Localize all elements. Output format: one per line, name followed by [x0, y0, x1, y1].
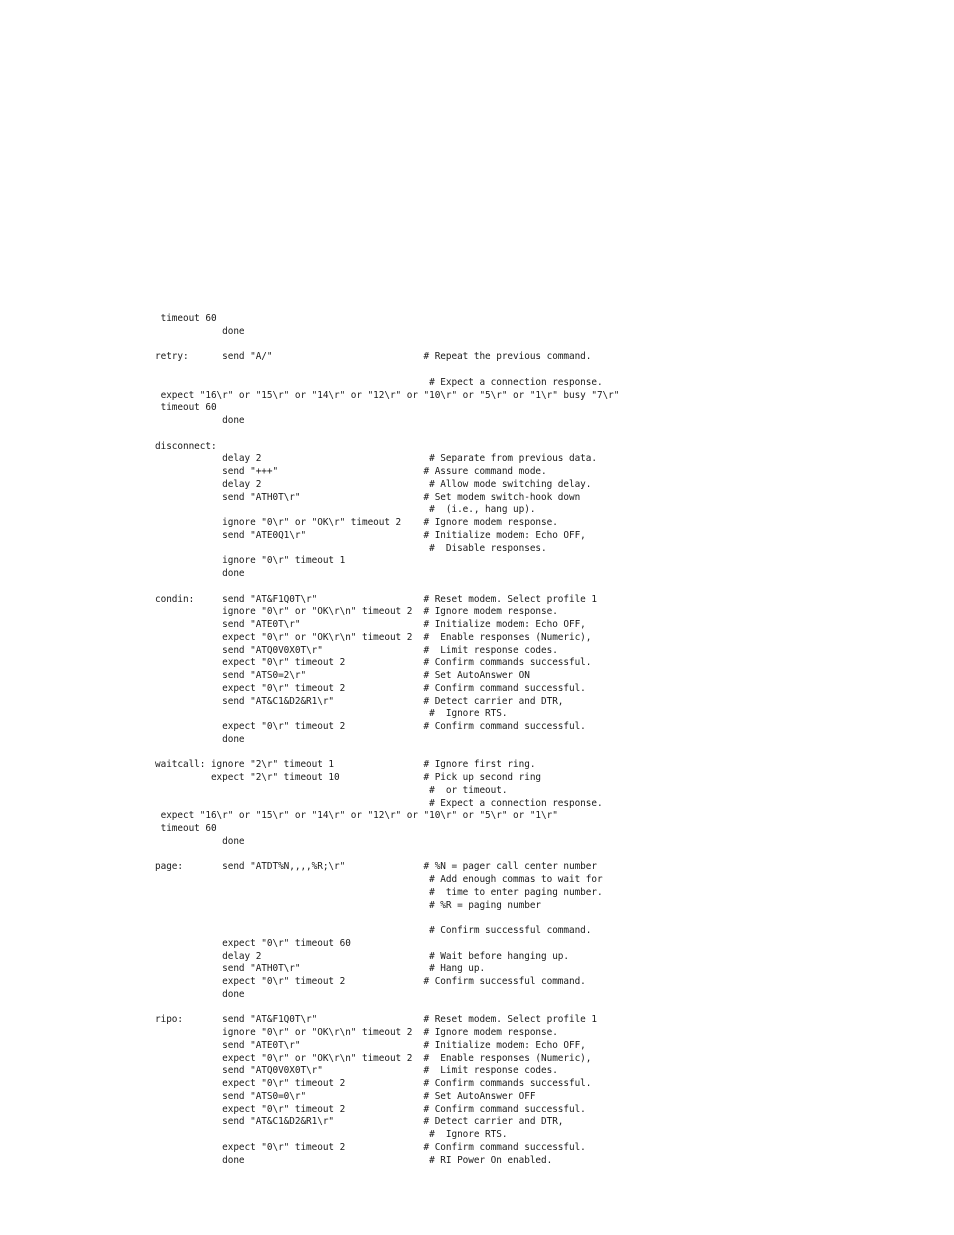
- code-line: delay 2 # Wait before hanging up.: [155, 950, 569, 962]
- code-line: # Expect a connection response.: [155, 797, 603, 809]
- code-line: send "ATQ0V0X0T\r" # Limit response codes.: [155, 644, 558, 656]
- code-line: # Disable responses.: [155, 542, 547, 554]
- code-line: send "ATE0Q1\r" # Initialize modem: Echo OFF,: [155, 529, 586, 541]
- code-line: page: send "ATDT%N,,,,%R;\r" # %N = pager call center number: [155, 861, 597, 873]
- code-line: # Ignore RTS.: [155, 1129, 508, 1140]
- code-listing: [155, 313, 935, 1167]
- code-line: # (i.e., hang up).: [155, 504, 536, 516]
- code-line: condin: send "AT&F1Q0T\r" # Reset modem. Select profile 1: [155, 593, 597, 605]
- code-line: timeout 60: [155, 402, 217, 414]
- code-line: expect "0\r" timeout 2 # Confirm commands successful.: [155, 657, 592, 669]
- code-line: send "ATE0T\r" # Initialize modem: Echo OFF,: [155, 1039, 586, 1051]
- code-line: done: [155, 733, 245, 745]
- code-line: send "ATQ0V0X0T\r" # Limit response codes.: [155, 1065, 558, 1077]
- code-line: [155, 428, 935, 441]
- code-line: expect "0\r" timeout 2 # Confirm commands successful.: [155, 1078, 592, 1089]
- code-line: [155, 339, 935, 352]
- code-line: done: [155, 988, 245, 1000]
- code-line: send "ATS0=2\r" # Set AutoAnswer ON: [155, 670, 530, 681]
- code-line: send "+++" # Assure command mode.: [155, 466, 547, 477]
- code-line: done: [155, 568, 245, 579]
- code-line: # Add enough commas to wait for: [155, 874, 603, 885]
- code-line: [155, 849, 935, 862]
- code-line: # Ignore RTS.: [155, 708, 508, 720]
- code-line: send "ATH0T\r" # Set modem switch-hook down: [155, 491, 581, 503]
- code-line: retry: send "A/" # Repeat the previous command.: [155, 351, 592, 363]
- code-line: # Confirm successful command.: [155, 925, 592, 936]
- code-line: expect "0\r" or "OK\r\n" timeout 2 # Enable responses (Numeric),: [155, 631, 592, 643]
- code-line: [155, 747, 935, 760]
- code-line: send "ATE0T\r" # Initialize modem: Echo OFF,: [155, 619, 586, 630]
- code-line: timeout 60: [155, 313, 217, 324]
- code-line: [155, 912, 935, 925]
- code-line: [155, 1002, 935, 1015]
- code-line: expect "0\r" timeout 2 # Confirm command successful.: [155, 721, 586, 732]
- code-line: expect "0\r" or "OK\r\n" timeout 2 # Enable responses (Numeric),: [155, 1052, 592, 1064]
- code-line: ignore "0\r" or "OK\r\n" timeout 2 # Ignore modem response.: [155, 606, 558, 618]
- code-line: # or timeout.: [155, 784, 508, 796]
- code-line: [155, 364, 935, 377]
- code-line: delay 2 # Separate from previous data.: [155, 453, 597, 465]
- code-line: disconnect:: [155, 440, 217, 452]
- code-line: [155, 581, 935, 594]
- code-line: waitcall: ignore "2\r" timeout 1 # Ignore first ring.: [155, 759, 536, 771]
- code-line: done: [155, 415, 245, 426]
- code-line: ignore "0\r" or "OK\r" timeout 2 # Ignore modem response.: [155, 517, 558, 528]
- code-line: timeout 60: [155, 823, 217, 834]
- code-line: done: [155, 835, 245, 847]
- code-line: expect "0\r" timeout 2 # Confirm successful command.: [155, 976, 586, 987]
- code-line: # %R = paging number: [155, 899, 542, 911]
- code-line: delay 2 # Allow mode switching delay.: [155, 478, 592, 490]
- code-line: # time to enter paging number.: [155, 886, 603, 898]
- code-line: expect "2\r" timeout 10 # Pick up second ring: [155, 772, 542, 783]
- code-line: expect "0\r" timeout 2 # Confirm command successful.: [155, 1103, 586, 1115]
- code-line: send "ATH0T\r" # Hang up.: [155, 963, 486, 975]
- code-line: expect "0\r" timeout 2 # Confirm command successful.: [155, 682, 586, 694]
- code-line: ignore "0\r" or "OK\r\n" timeout 2 # Ignore modem response.: [155, 1027, 558, 1038]
- code-line: done # RI Power On enabled.: [155, 1154, 553, 1166]
- code-line: send "AT&C1&D2&R1\r" # Detect carrier and DTR,: [155, 1116, 564, 1128]
- code-line: expect "16\r" or "15\r" or "14\r" or "12\r" or "10\r" or "5\r" or "1\r" busy "7\r": [155, 389, 620, 401]
- code-line: # Expect a connection response.: [155, 376, 603, 388]
- code-line: ripo: send "AT&F1Q0T\r" # Reset modem. Select profile 1: [155, 1014, 597, 1026]
- code-line: done: [155, 325, 245, 337]
- code-line: send "AT&C1&D2&R1\r" # Detect carrier and DTR,: [155, 695, 564, 707]
- code-line: send "ATS0=0\r" # Set AutoAnswer OFF: [155, 1090, 536, 1102]
- code-line: expect "0\r" timeout 2 # Confirm command successful.: [155, 1141, 586, 1153]
- code-line: ignore "0\r" timeout 1: [155, 555, 346, 567]
- code-line: expect "16\r" or "15\r" or "14\r" or "12\r" or "10\r" or "5\r" or "1\r": [155, 810, 558, 822]
- code-line: expect "0\r" timeout 60: [155, 937, 351, 949]
